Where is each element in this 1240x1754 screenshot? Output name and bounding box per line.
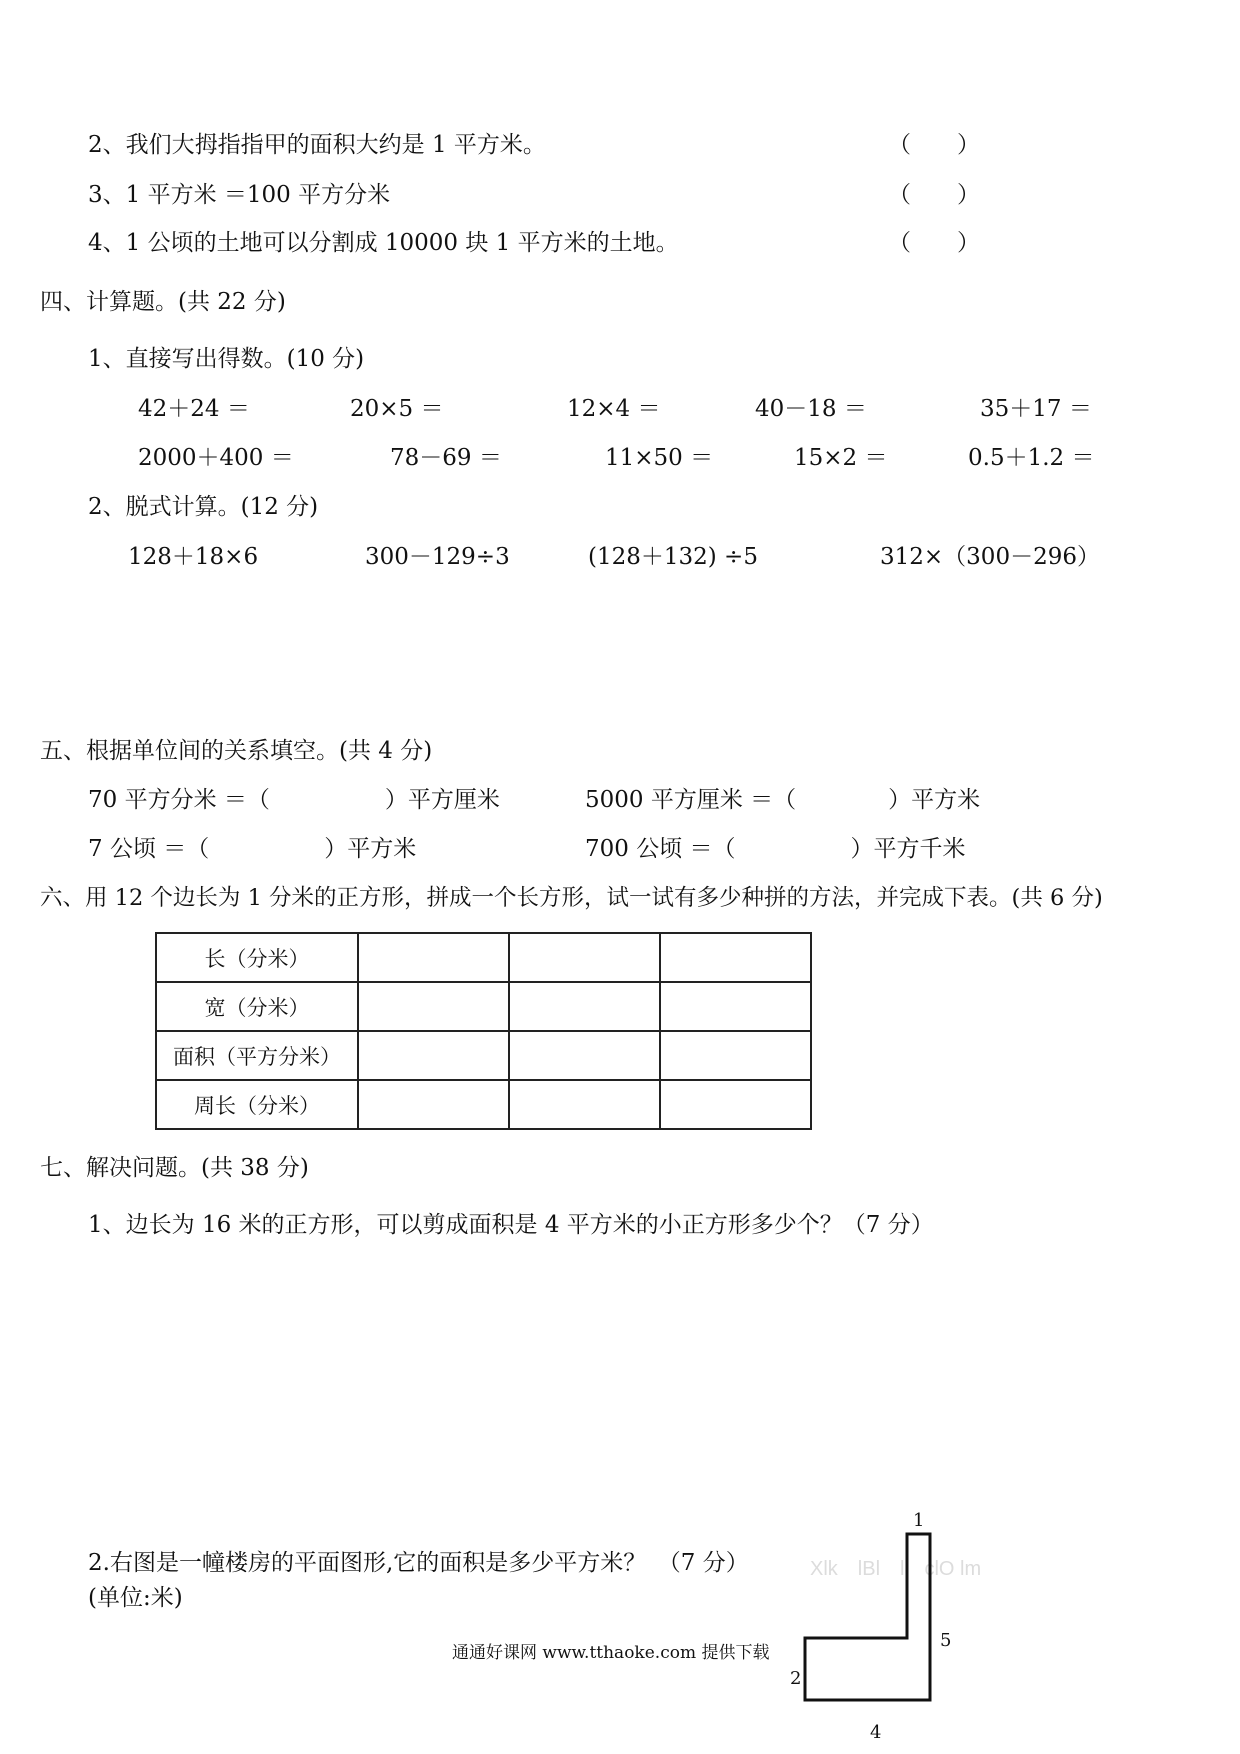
table-row [156,982,811,1031]
section-4-q1-title: 1、直接写出得数。(10 分) [88,346,365,372]
table-row [156,933,811,982]
row-header: 周长（分米） [156,1080,358,1129]
l-shape-outline [805,1534,930,1700]
row-header: 面积（平方分米） [156,1031,358,1080]
step-calc-item: 128＋18×6 [128,544,259,570]
answer-cell[interactable] [358,1080,509,1129]
answer-cell[interactable] [660,1080,811,1129]
step-calc-item: 312×（300－296） [880,544,1100,570]
section-6-title: 六、用 12 个边长为 1 分米的正方形，拼成一个长方形，试一试有多少种拼的方法，并完成下表。(共 6 分) [40,885,1103,911]
judge-item-3: 3、1 平方米 ＝100 平方分米 [88,182,391,208]
judge-item-2: 2、我们大拇指指甲的面积大约是 1 平方米。 [88,132,546,158]
answer-cell[interactable] [660,982,811,1031]
answer-parens: （ ） [888,182,980,208]
oral-calc-item: 42＋24 ＝ [138,396,250,422]
rectangle-table [155,932,812,1130]
footer-source: 通通好课网 www.tthaoke.com 提供下载 [452,1643,770,1663]
step-calc-item: 300－129÷3 [365,544,510,570]
section-5-title: 五、根据单位间的关系填空。(共 4 分) [40,738,433,764]
unit-fill-item: 70 平方分米 ＝（ ）平方厘米 [88,787,500,813]
table-row [156,1031,811,1080]
answer-cell[interactable] [358,1031,509,1080]
answer-cell[interactable] [509,982,660,1031]
oral-calc-item: 35＋17 ＝ [980,396,1092,422]
oral-calc-item: 40－18 ＝ [755,396,867,422]
floor-plan-figure [780,1520,950,1735]
answer-cell[interactable] [509,1031,660,1080]
oral-calc-item: 2000＋400 ＝ [138,445,294,471]
answer-cell[interactable] [660,1031,811,1080]
answer-cell[interactable] [358,982,509,1031]
dimension-label: 2 [790,1668,802,1689]
answer-cell[interactable] [358,933,509,982]
section-4-q2-title: 2、脱式计算。(12 分) [88,494,319,520]
row-header: 长（分米） [156,933,358,982]
unit-fill-item: 5000 平方厘米 ＝（ ）平方米 [585,787,981,813]
section-7-title: 七、解决问题。(共 38 分) [40,1155,309,1181]
oral-calc-item: 20×5 ＝ [350,396,444,422]
oral-calc-item: 12×4 ＝ [567,396,661,422]
unit-note: (单位:米) [88,1585,183,1611]
answer-parens: （ ） [888,230,980,256]
section-4-title: 四、计算题。(共 22 分) [40,289,286,315]
answer-parens: （ ） [888,132,980,158]
unit-fill-item: 7 公顷 ＝（ ）平方米 [88,836,417,862]
watermark-text: Xlk lBl l clO lm [810,1558,982,1580]
oral-calc-item: 0.5＋1.2 ＝ [968,445,1095,471]
dimension-label: 4 [870,1722,882,1743]
oral-calc-item: 11×50 ＝ [605,445,714,471]
dimension-label: 1 [913,1510,925,1531]
answer-cell[interactable] [660,933,811,982]
unit-fill-item: 700 公顷 ＝（ ）平方千米 [585,836,966,862]
judge-item-4: 4、1 公顷的土地可以分割成 10000 块 1 平方米的土地。 [88,230,679,256]
oral-calc-item: 15×2 ＝ [794,445,888,471]
section-7-q1: 1、边长为 16 米的正方形，可以剪成面积是 4 平方米的小正方形多少个？（7 分） [88,1212,934,1238]
answer-cell[interactable] [509,1080,660,1129]
section-7-q2: 2.右图是一幢楼房的平面图形,它的面积是多少平方米？ （7 分） [88,1550,749,1576]
oral-calc-item: 78－69 ＝ [390,445,502,471]
table-row [156,1080,811,1129]
row-header: 宽（分米） [156,982,358,1031]
dimension-label: 5 [940,1630,952,1651]
step-calc-item: (128＋132) ÷5 [588,544,758,570]
answer-cell[interactable] [509,933,660,982]
